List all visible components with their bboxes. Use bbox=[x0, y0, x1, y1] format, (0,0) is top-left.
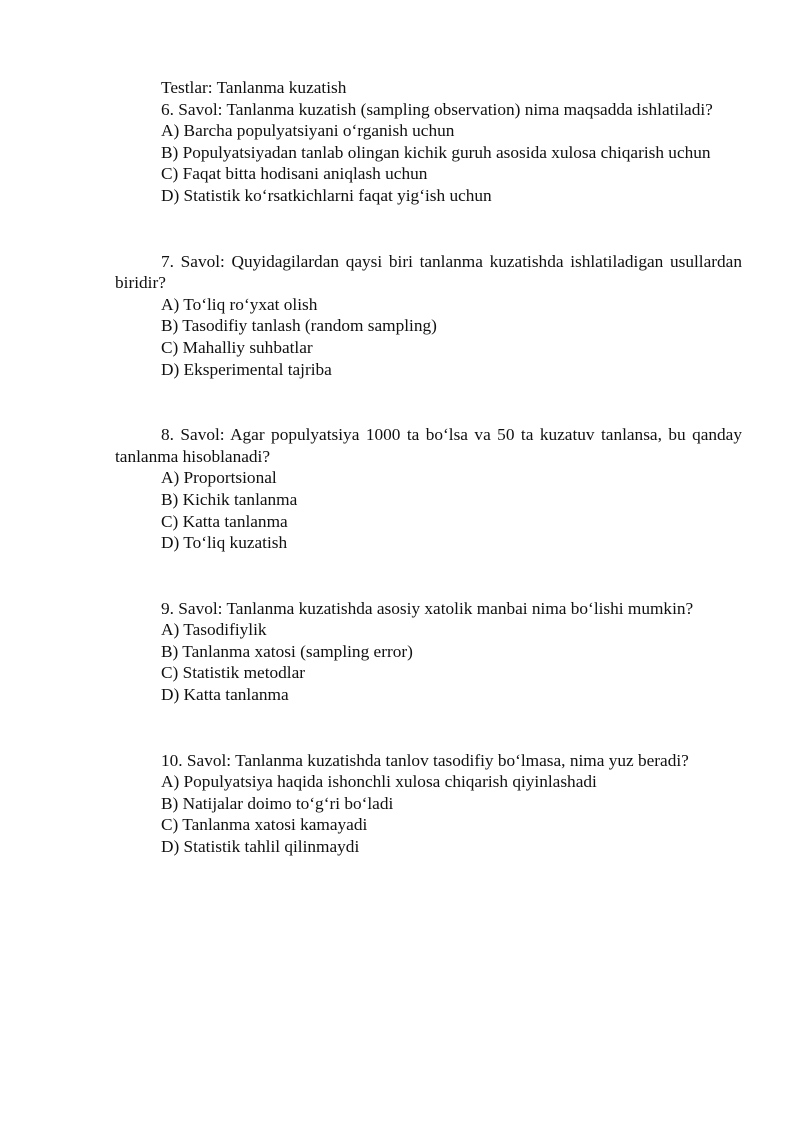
question-text: 7. Savol: Quyidagilardan qaysi biri tanlanma kuzatishda ishlatiladigan usullardan biridir? bbox=[115, 251, 742, 293]
answer-option-c: C) Katta tanlanma bbox=[161, 511, 288, 531]
answer-option-a: A) Tasodifiylik bbox=[161, 620, 267, 640]
answer-option-c: C) Mahalliy suhbatlar bbox=[161, 337, 313, 357]
answer-option-b: B) Tasodifiy tanlash (random sampling) bbox=[161, 316, 437, 336]
answer-option-b: B) Kichik tanlanma bbox=[161, 489, 298, 509]
answer-option-c: C) Tanlanma xatosi kamayadi bbox=[161, 815, 368, 835]
question-block bbox=[115, 598, 742, 706]
answer-option-b: B) Populyatsiyadan tanlab olingan kichik guruh asosida xulosa chiqarish uchun bbox=[161, 142, 711, 162]
answer-option-a: A) Proportsional bbox=[161, 468, 277, 488]
question-block bbox=[115, 424, 742, 554]
answer-option-b: B) Tanlanma xatosi (sampling error) bbox=[161, 641, 413, 661]
answer-option-d: D) Katta tanlanma bbox=[161, 685, 289, 705]
question-text: 6. Savol: Tanlanma kuzatish (sampling observation) nima maqsadda ishlatiladi? bbox=[161, 99, 713, 119]
question-text: 9. Savol: Tanlanma kuzatishda asosiy xatolik manbai nima bo‘lishi mumkin? bbox=[161, 598, 694, 618]
question-block bbox=[115, 750, 742, 858]
answer-option-d: D) Statistik tahlil qilinmaydi bbox=[161, 837, 360, 857]
answer-option-a: A) Populyatsiya haqida ishonchli xulosa chiqarish qiyinlashadi bbox=[161, 772, 597, 792]
question-block bbox=[115, 99, 742, 207]
answer-option-c: C) Statistik metodlar bbox=[161, 663, 305, 683]
answer-option-b: B) Natijalar doimo to‘g‘ri bo‘ladi bbox=[161, 793, 394, 813]
answer-option-a: A) To‘liq ro‘yxat olish bbox=[161, 294, 318, 314]
question-text: 10. Savol: Tanlanma kuzatishda tanlov tasodifiy bo‘lmasa, nima yuz beradi? bbox=[161, 750, 689, 770]
question-block bbox=[115, 251, 742, 381]
answer-option-d: D) Statistik ko‘rsatkichlarni faqat yig‘ish uchun bbox=[161, 185, 492, 205]
answer-option-a: A) Barcha populyatsiyani o‘rganish uchun bbox=[161, 121, 455, 141]
document-title: Testlar: Tanlanma kuzatish bbox=[161, 78, 347, 97]
answer-option-d: D) To‘liq kuzatish bbox=[161, 533, 288, 553]
answer-option-d: D) Eksperimental tajriba bbox=[161, 359, 332, 379]
question-text: 8. Savol: Agar populyatsiya 1000 ta bo‘lsa va 50 ta kuzatuv tanlansa, bu qanday tanlanma hisoblanadi? bbox=[115, 425, 742, 466]
answer-option-c: C) Faqat bitta hodisani aniqlash uchun bbox=[161, 164, 428, 184]
document-page bbox=[115, 77, 742, 858]
